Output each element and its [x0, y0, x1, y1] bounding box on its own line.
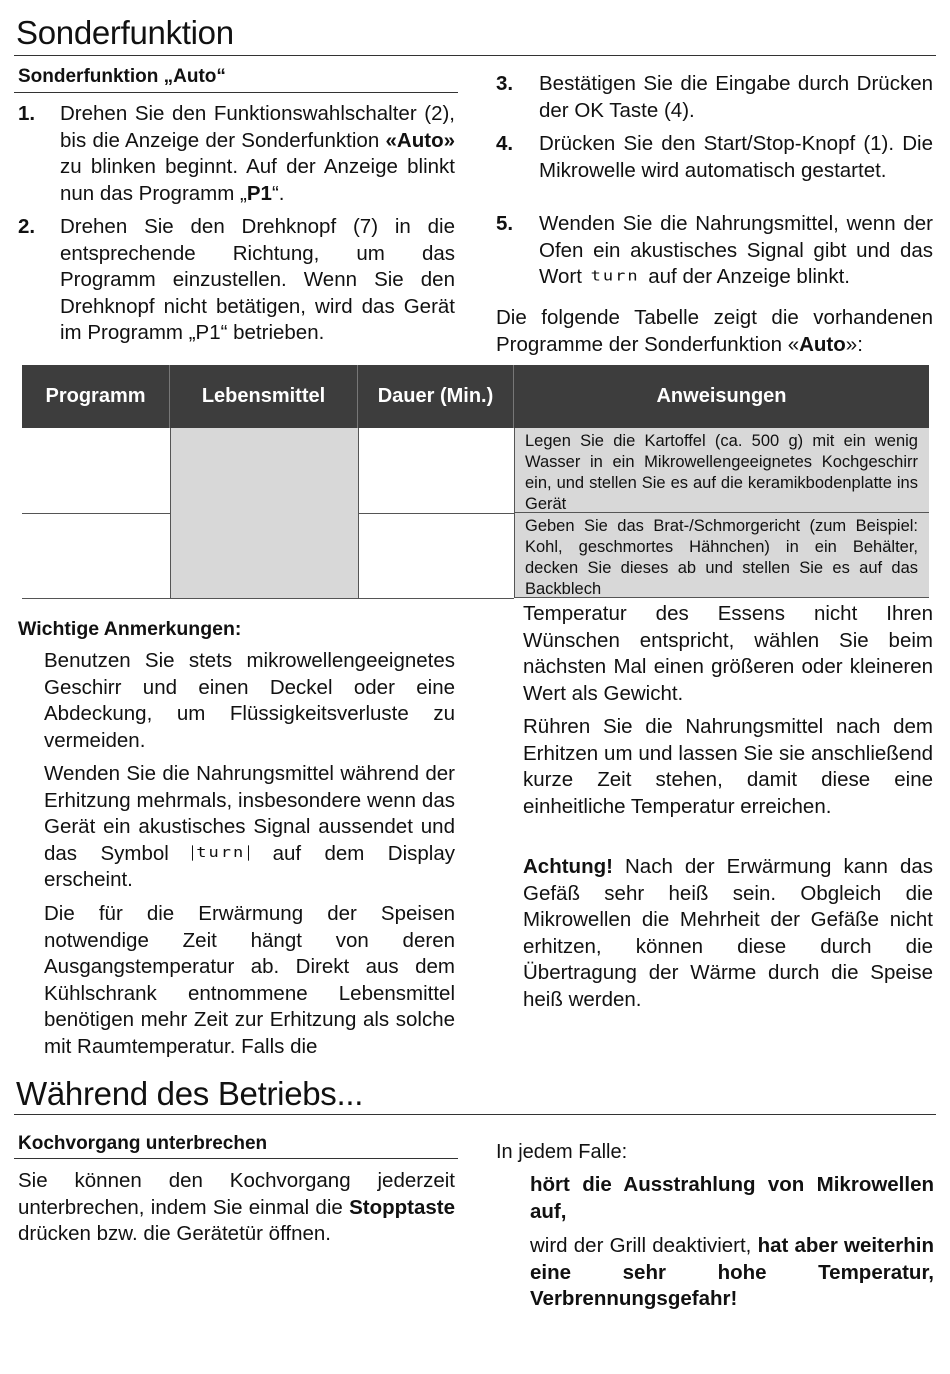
step-number: 1.: [18, 102, 36, 125]
subsection-title-kochvorgang: Kochvorgang unterbrechen: [18, 1133, 268, 1154]
table-divider: [514, 428, 515, 598]
section-rule: [14, 55, 936, 56]
note-paragraph-4: Temperatur des Essens nicht Ihren Wünschen entspricht, wählen Sie beim nächsten Mal einen größeren oder kleineren Wert als Gewicht.: [523, 602, 933, 705]
step-number: 3.: [496, 72, 514, 95]
step-3-text: Bestätigen Sie die Eingabe durch Drücken der OK Taste (4).: [539, 72, 933, 122]
subsection-title-auto: Sonderfunktion „Auto“: [18, 66, 226, 87]
table-row-1-dauer: [358, 428, 514, 514]
step-number: 2.: [18, 215, 36, 238]
note-paragraph-6: Achtung! Nach der Erwärmung kann das Gefäß sehr heiß sein. Obgleich die Mikrowellen die Mehrheit der Gefäße nicht erhitzen, können diese durch die Übertragung der Wärme durch die Speise heiß werden.: [523, 855, 933, 1011]
programs-table: [22, 365, 929, 599]
interrupt-text: Sie können den Kochvorgang jederzeit unterbrechen, indem Sie einmal die Stopptaste drücken bzw. die Gerätetür öffnen.: [18, 1169, 455, 1245]
table-row-1-anweisungen: Legen Sie die Kartoffel (ca. 500 g) mit ein wenig Wasser in ein Mikrowellengeeignetes Kochgeschirr ein, und stellen Sie es auf die keramikbodenplatte ins Gerät: [514, 428, 929, 513]
subsection-rule: [14, 92, 458, 93]
header-divider: [169, 365, 170, 428]
notes-heading: Wichtige Anmerkungen:: [18, 618, 242, 640]
step-1-text: Drehen Sie den Funktionswahlschalter (2), bis die Anzeige der Sonderfunktion «Auto» zu blinken beginnt. Auf der Anzeige blinkt nun das Programm „P1“.: [60, 102, 455, 205]
note-paragraph-2: Wenden Sie die Nahrungsmittel während der Erhitzung mehrmals, insbesondere wenn das Gerät ein akustisches Signal aussendet und das Symbol turn auf dem Display erscheint.: [44, 762, 455, 891]
table-header-cell: Programm: [45, 385, 146, 407]
note-paragraph-3: Die für die Erwärmung der Speisen notwendige Zeit hängt von deren Ausgangstemperatur ab. Direkt aus dem Kühlschrank entnommene Lebensmittel benötigen mehr Zeit zur Erhitzung als solche mit Raumtemperatur. Falls die: [44, 902, 455, 1058]
right-item-2: wird der Grill deaktiviert, hat aber weiterhin eine sehr hohe Temperatur, Verbrennungsgefahr!: [530, 1234, 934, 1310]
section-title-betrieb: Während des Betriebs...: [16, 1075, 364, 1112]
header-divider: [513, 365, 514, 428]
subsection-rule: [14, 1158, 458, 1159]
table-divider: [170, 428, 171, 598]
header-divider: [357, 365, 358, 428]
step-4-text: Drücken Sie den Start/Stop-Knopf (1). Die Mikrowelle wird automatisch gestartet.: [539, 132, 933, 182]
table-intro: Die folgende Tabelle zeigt die vorhandenen Programme der Sonderfunktion «Auto»:: [496, 306, 933, 356]
table-header-cell: Dauer (Min.): [377, 385, 494, 407]
table-divider: [358, 428, 359, 598]
step-number: 4.: [496, 132, 514, 155]
table-header-row: [22, 365, 929, 428]
step-5-text: Wenden Sie die Nahrungsmittel, wenn der Ofen ein akustisches Signal gibt und das Wort turn auf der Anzeige blinkt.: [539, 212, 933, 288]
table-header-cell: Anweisungen: [656, 385, 787, 407]
table-row-1-lebensmittel: [170, 428, 358, 514]
note-paragraph-5: Rühren Sie die Nahrungsmittel nach dem Erhitzen um und lassen Sie sie anschließend kurze Zeit stehen, damit diese eine einheitliche Temperatur erreichen.: [523, 715, 933, 818]
table-header-cell: Lebensmittel: [201, 385, 326, 407]
table-row-2-dauer: [358, 513, 514, 599]
turn-display-icon: turn: [590, 267, 640, 285]
note-paragraph-1: Benutzen Sie stets mikrowellengeeignetes Geschirr und einen Deckel oder eine Abdeckung, um Flüssigkeitsverluste zu vermeiden.: [44, 649, 455, 752]
table-row-1-programm: [22, 428, 170, 514]
turn-symbol-icon: turn: [192, 845, 249, 860]
step-number: 5.: [496, 212, 514, 235]
table-row-2-lebensmittel: [170, 513, 358, 599]
table-row-2-anweisungen: Geben Sie das Brat-/Schmorgericht (zum Beispiel: Kohl, geschmortes Hähnchen) in ein Behälter, decken Sie dieses ab und stellen Sie es auf das Backblech: [514, 513, 929, 598]
section-title-sonderfunktion: Sonderfunktion: [16, 14, 234, 51]
section-rule: [14, 1114, 936, 1115]
step-2-text: Drehen Sie den Drehknopf (7) in die entsprechende Richtung, um das Programm einzustellen. Wenn Sie den Drehknopf nicht betätigen, wird das Gerät im Programm „P1“ betrieben.: [60, 215, 455, 344]
right-intro: In jedem Falle:: [496, 1141, 628, 1163]
right-item-1: hört die Ausstrahlung von Mikrowellen auf,: [530, 1173, 934, 1223]
table-row-2-programm: [22, 513, 170, 599]
